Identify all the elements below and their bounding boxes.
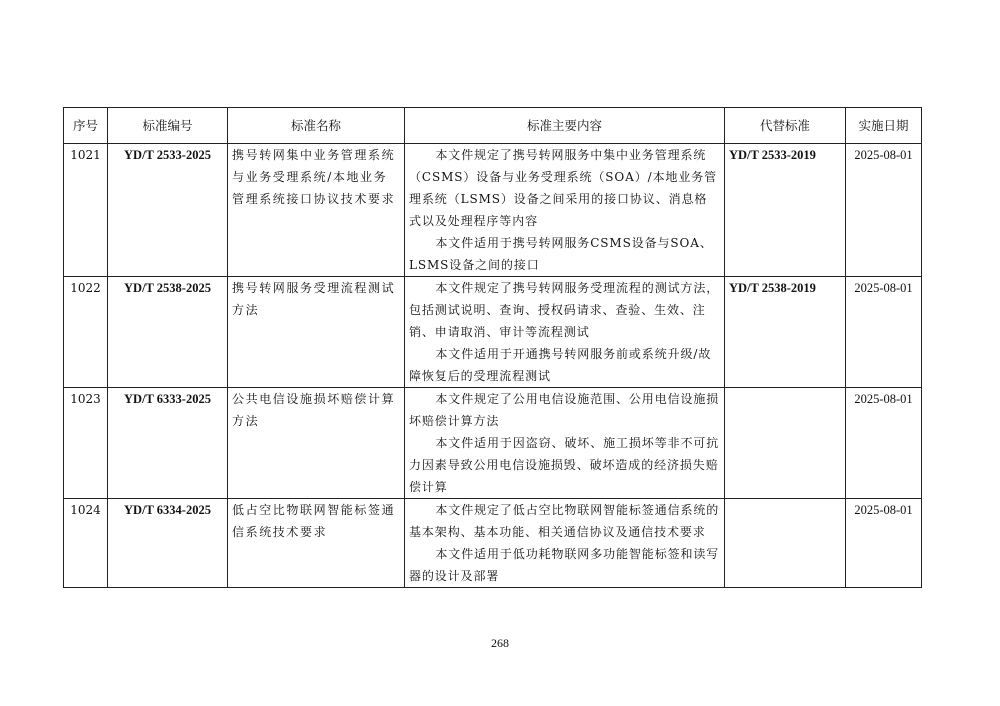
cell-seq: 1024 <box>64 499 108 588</box>
cell-seq: 1022 <box>64 277 108 388</box>
cell-code: YD/T 2538-2025 <box>108 277 228 388</box>
cell-name: 低占空比物联网智能标签通信系统技术要求 <box>228 499 405 588</box>
table-row <box>64 144 922 277</box>
header-content: 标准主要内容 <box>405 108 725 144</box>
cell-date: 2025-08-01 <box>846 499 922 588</box>
cell-content <box>405 277 725 388</box>
standards-table <box>63 107 922 588</box>
content-paragraph: 本文件规定了低占空比物联网智能标签通信系统的基本架构、基本功能、相关通信协议及通信技术要求 <box>409 503 720 539</box>
header-code: 标准编号 <box>108 108 228 144</box>
cell-name: 公共电信设施损坏赔偿计算方法 <box>228 388 405 499</box>
table-row <box>64 277 922 388</box>
cell-replaces <box>725 388 846 499</box>
cell-date: 2025-08-01 <box>846 388 922 499</box>
content-paragraph: 本文件规定了携号转网服务中集中业务管理系统（CSMS）设备与业务受理系统（SOA）/本地业务管理系统（LSMS）设备之间采用的接口协议、消息格式以及处理程序等内容 <box>409 148 718 228</box>
header-name: 标准名称 <box>228 108 405 144</box>
cell-seq: 1021 <box>64 144 108 277</box>
cell-seq: 1023 <box>64 388 108 499</box>
cell-replaces: YD/T 2533-2019 <box>725 144 846 277</box>
cell-replaces: YD/T 2538-2019 <box>725 277 846 388</box>
content-paragraph: 本文件规定了携号转网服务受理流程的测试方法，包括测试说明、查询、授权码请求、查验、生效、注销、申请取消、审计等流程测试 <box>409 281 720 339</box>
content-paragraph: 本文件适用于开通携号转网服务前或系统升级/故障恢复后的受理流程测试 <box>409 347 712 383</box>
page-number: 268 <box>491 636 509 650</box>
cell-replaces <box>725 499 846 588</box>
content-paragraph: 本文件规定了公用电信设施范围、公用电信设施损坏赔偿计算方法 <box>409 392 720 428</box>
table-header-row <box>64 108 922 144</box>
cell-date: 2025-08-01 <box>846 277 922 388</box>
cell-content <box>405 499 725 588</box>
cell-code: YD/T 6334-2025 <box>108 499 228 588</box>
header-seq: 序号 <box>64 108 108 144</box>
cell-name: 携号转网服务受理流程测试方法 <box>228 277 405 388</box>
content-paragraph: 本文件适用于因盗窃、破坏、施工损坏等非不可抗力因素导致公用电信设施损毁、破坏造成的经济损失赔偿计算 <box>409 436 720 494</box>
table-row <box>64 499 922 588</box>
table-row <box>64 388 922 499</box>
cell-date: 2025-08-01 <box>846 144 922 277</box>
cell-code: YD/T 6333-2025 <box>108 388 228 499</box>
content-paragraph: 本文件适用于低功耗物联网多功能智能标签和读写器的设计及部署 <box>409 547 720 583</box>
cell-content <box>405 144 725 277</box>
header-date: 实施日期 <box>846 108 922 144</box>
cell-code: YD/T 2533-2025 <box>108 144 228 277</box>
header-replaces: 代替标准 <box>725 108 846 144</box>
content-paragraph: 本文件适用于携号转网服务CSMS设备与SOA、LSMS设备之间的接口 <box>409 236 713 272</box>
cell-content <box>405 388 725 499</box>
cell-name: 携号转网集中业务管理系统与业务受理系统/本地业务管理系统接口协议技术要求 <box>228 144 405 277</box>
